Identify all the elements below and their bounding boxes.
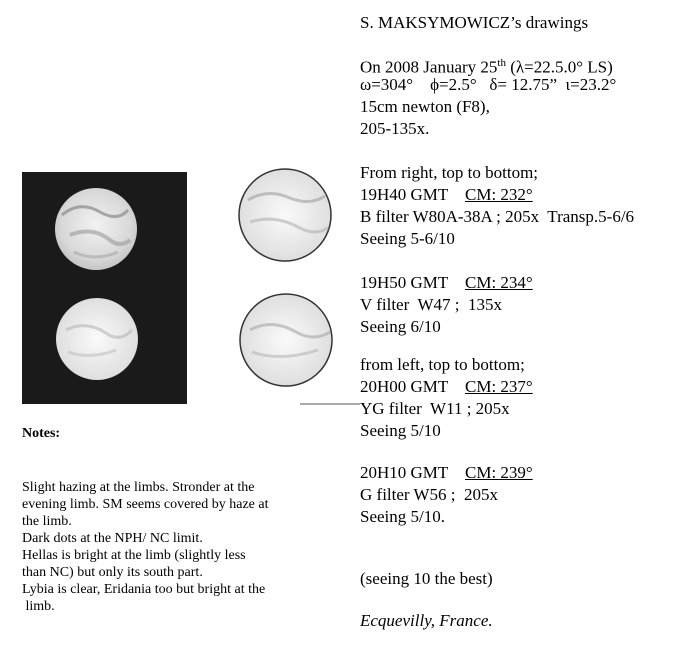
note-line: Dark dots at the NPH/ NC limit. [22, 531, 203, 546]
section-time: 20H00 GMT CM: 237° [360, 377, 533, 396]
section-intro: From right, top to bottom; [360, 163, 539, 182]
telescope-info: 15cm newton (F8), [360, 97, 490, 116]
note-line: than NC) but only its south part. [22, 565, 203, 580]
disk-bottom-right [240, 294, 332, 386]
note-line: Lybia is clear, Eridania too but bright at the [22, 582, 266, 597]
section-seeing: Seeing 5/10 [360, 421, 441, 440]
note-line: Hellas is bright at the limb (slightly less [22, 548, 246, 563]
observation-date: On 2008 January 25th (λ=22.5.0° LS) [360, 57, 613, 77]
note-line: evening limb. SM seems covered by haze at [22, 497, 269, 512]
magnification-info: 205-135x. [360, 119, 430, 138]
disk-bottom-left [56, 298, 138, 380]
note-line: limb. [22, 599, 55, 614]
section-time: 19H40 GMT CM: 232° [360, 185, 533, 204]
disk-top-left [55, 188, 137, 270]
page-title: S. MAKSYMOWICZ’s drawings [360, 13, 589, 32]
section-filter: B filter W80A-38A ; 205x Transp.5-6/6 [360, 207, 635, 226]
observation-params: ω=304° ϕ=2.5° δ= 12.75” ι=23.2° [360, 75, 617, 94]
section-seeing: Seeing 5/10. [360, 507, 445, 526]
location: Ecquevilly, France. [360, 611, 493, 630]
section-seeing: Seeing 6/10 [360, 317, 441, 336]
seeing-scale-note: (seeing 10 the best) [360, 569, 493, 588]
notes-title: Notes: [22, 426, 61, 441]
section-intro: from left, top to bottom; [360, 355, 525, 374]
note-line: Slight hazing at the limbs. Stronder at the [22, 480, 255, 495]
section-time: 19H50 GMT CM: 234° [360, 273, 533, 292]
section-seeing: Seeing 5-6/10 [360, 229, 455, 248]
note-line: the limb. [22, 514, 72, 529]
section-filter: V filter W47 ; 135x [360, 295, 502, 314]
section-time: 20H10 GMT CM: 239° [360, 463, 533, 482]
disk-top-right [239, 169, 331, 261]
section-filter: YG filter W11 ; 205x [360, 399, 510, 418]
notes-body [22, 462, 268, 632]
section-filter: G filter W56 ; 205x [360, 485, 499, 504]
